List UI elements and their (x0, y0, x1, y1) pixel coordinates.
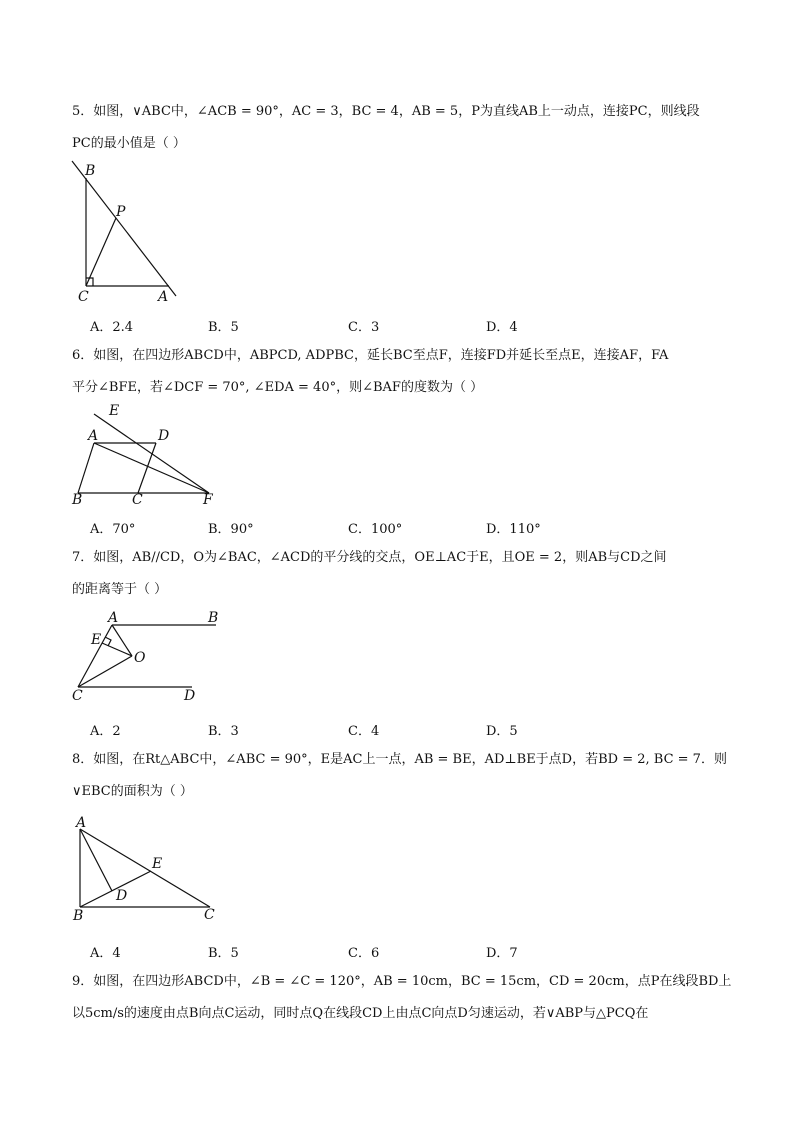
option-d[interactable]: D．5 (486, 724, 518, 739)
question-6-line-1: 6．如图，在四边形ABCD中，ABPCD, ADPBC，延长BC至点F，连接FD并延长至点E，连接AF，FA (72, 348, 669, 363)
label-o: O (134, 650, 146, 666)
line-ab-extended (72, 161, 176, 296)
option-d[interactable]: D．4 (486, 320, 518, 335)
segment-ab (78, 443, 94, 493)
label-f: F (203, 492, 213, 506)
label-d: D (184, 688, 196, 704)
label-c: C (204, 907, 215, 923)
option-b[interactable]: B．5 (208, 320, 239, 335)
option-a[interactable]: A．4 (90, 946, 121, 961)
question-8-figure (66, 812, 226, 928)
label-a: A (108, 610, 119, 626)
question-6-text (72, 340, 732, 404)
question-5-line-2: PC的最小值是（ ） (72, 136, 186, 151)
question-9-text (72, 966, 732, 1030)
question-6-line-2: 平分∠BFE，若∠DCF = 70°, ∠EDA = 40°，则∠BAF的度数为（ ） (72, 380, 484, 395)
option-c[interactable]: C．6 (348, 946, 380, 961)
label-a: A (158, 289, 169, 305)
label-b: B (72, 492, 83, 506)
option-b[interactable]: B．90° (208, 522, 254, 537)
question-9-line-1: 9．如图，在四边形ABCD中，∠B = ∠C = 120°，AB = 10cm，BC = 15cm，CD = 20cm，点P在线段BD上 (72, 974, 732, 989)
option-c[interactable]: C．3 (348, 320, 380, 335)
option-a[interactable]: A．2.4 (90, 320, 134, 335)
label-d: D (158, 428, 170, 444)
label-d: D (116, 888, 128, 904)
question-7-line-1: 7．如图，AB//CD，O为∠BAC，∠ACD的平分线的交点，OE⊥AC于E，且OE = 2，则AB与CD之间 (72, 550, 667, 565)
segment-cp (86, 218, 116, 286)
question-5-text (72, 96, 732, 160)
option-c[interactable]: C．100° (348, 522, 403, 537)
question-7-text (72, 542, 732, 606)
label-b: B (73, 908, 84, 924)
label-e: E (109, 403, 120, 419)
question-5-figure (66, 158, 196, 308)
question-7-figure (66, 608, 226, 704)
option-a[interactable]: A．70° (90, 522, 136, 537)
label-c: C (78, 289, 89, 305)
line-ef (94, 414, 209, 493)
option-b[interactable]: B．3 (208, 724, 239, 739)
question-8-line-1: 8．如图，在Rt△ABC中，∠ABC = 90°，E是AC上一点，AB = BE，AD⊥BE于点D，若BD = 2, BC = 7．则 (72, 752, 727, 767)
question-8-text (72, 744, 732, 808)
label-e: E (152, 856, 163, 872)
label-c: C (72, 688, 83, 704)
question-8-line-2: ∨EBC的面积为（ ） (72, 784, 193, 799)
option-c[interactable]: C．4 (348, 724, 380, 739)
label-e: E (91, 632, 102, 648)
label-a: A (88, 428, 99, 444)
label-a: A (76, 815, 87, 831)
option-d[interactable]: D．7 (486, 946, 518, 961)
option-b[interactable]: B．5 (208, 946, 239, 961)
label-c: C (132, 492, 143, 506)
option-a[interactable]: A．2 (90, 724, 121, 739)
segment-af (94, 443, 209, 493)
question-5-line-1: 5．如图，∨ABC中，∠ACB = 90°，AC = 3，BC = 4，AB = 5，P为直线AB上一动点，连接PC，则线段 (72, 104, 700, 119)
label-p: P (116, 204, 126, 220)
question-7-line-2: 的距离等于（ ） (72, 582, 168, 597)
option-d[interactable]: D．110° (486, 522, 541, 537)
label-b: B (208, 610, 219, 626)
question-9-line-2: 以5cm/s的速度由点B向点C运动，同时点Q在线段CD上由点C向点D匀速运动，若∨ABP与△PCQ在 (72, 1006, 649, 1021)
label-b: B (85, 163, 96, 179)
question-6-figure (66, 402, 226, 506)
